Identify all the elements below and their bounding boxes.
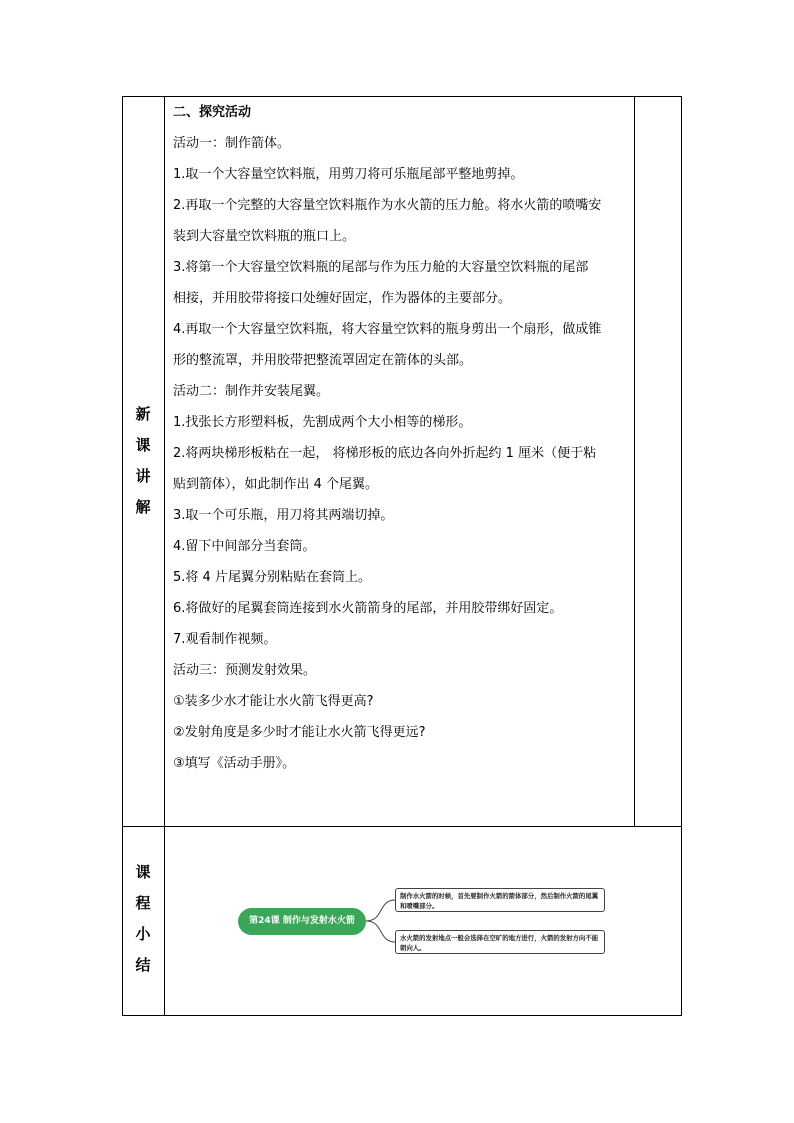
content-paragraph: 贴到箭体），如此制作出 4 个尾翼。 [173, 477, 379, 492]
content-paragraph: 6.将做好的尾翼套筒连接到水火箭箭身的尾部，并用胶带绑好固定。 [173, 601, 563, 616]
table-border-bottom [122, 1015, 682, 1016]
section-label-char: 程 [135, 894, 151, 912]
content-paragraph: ②发射角度是多少时才能让水火箭飞得更远? [173, 725, 426, 740]
section-label-char: 新 [135, 405, 151, 423]
content-paragraph: 5.将 4 片尾翼分别粘贴在套筒上。 [173, 570, 371, 585]
content-paragraph: 形的整流罩，并用胶带把整流罩固定在箭体的头部。 [173, 353, 473, 368]
section-label-char: 课 [135, 863, 151, 881]
content-paragraph: ③填写《活动手册》。 [173, 756, 296, 771]
content-paragraph: 2.再取一个完整的大容量空饮料瓶作为水火箭的压力舱。将水火箭的喷嘴安 [173, 198, 602, 213]
lesson-content [173, 97, 628, 779]
section-label-summary [122, 861, 164, 985]
table-column-divider [164, 96, 165, 1016]
content-paragraph: ①装多少水才能让水火箭飞得更高? [173, 694, 374, 709]
section-label-char: 解 [135, 498, 151, 516]
section-label-char: 结 [135, 956, 151, 974]
table-row-divider [122, 826, 682, 827]
content-paragraph: 3.取一个可乐瓶，用刀将其两端切掉。 [173, 508, 394, 523]
content-paragraph: 7.观看制作视频。 [173, 632, 277, 647]
lesson-summary-mindmap [236, 884, 611, 958]
connector-line [366, 921, 395, 942]
content-paragraph: 活动二：制作并安装尾翼。 [173, 384, 330, 399]
section-heading: 二、探究活动 [173, 105, 252, 120]
section-label-char: 小 [135, 925, 151, 943]
content-paragraph: 相接，并用胶带将接口处缠好固定，作为器体的主要部分。 [173, 291, 512, 306]
content-paragraph: 3.将第一个大容量空饮料瓶的尾部与作为压力舱的大容量空饮料瓶的尾部 [173, 260, 589, 275]
section-label-char: 讲 [135, 467, 151, 485]
content-paragraph: 4.留下中间部分当套筒。 [173, 539, 316, 554]
content-paragraph: 1.找张长方形塑料板，先割成两个大小相等的梯形。 [173, 415, 472, 430]
content-paragraph: 活动三：预测发射效果。 [173, 663, 317, 678]
mindmap-leaf-node: 制作水火箭的时候，首先要制作火箭的箭体部分，然后制作火箭的尾翼和喷嘴部分。 [395, 888, 605, 912]
content-paragraph: 2.将两块梯形板粘在一起， 将梯形板的底边各向外折起约 1 厘米（便于粘 [173, 446, 597, 461]
content-paragraph: 装到大容量空饮料瓶的瓶口上。 [173, 229, 356, 244]
mindmap-leaf-node: 水火箭的发射地点一般会选择在空旷的地方进行，火箭的发射方向不能朝向人。 [395, 930, 605, 954]
content-paragraph: 4.再取一个大容量空饮料瓶，将大容量空饮料的瓶身剪出一个扇形，做成锥 [173, 322, 602, 337]
content-paragraph: 活动一：制作箭体。 [173, 136, 291, 151]
table-border-right [681, 96, 682, 1016]
table-right-column-divider [634, 96, 635, 827]
connector-line [366, 900, 395, 921]
mindmap-center-node: 第24课 制作与发射水火箭 [238, 908, 366, 935]
section-label-new-lesson [122, 403, 164, 527]
content-paragraph: 1.取一个大容量空饮料瓶，用剪刀将可乐瓶尾部平整地剪掉。 [173, 167, 524, 182]
section-label-char: 课 [135, 436, 151, 454]
